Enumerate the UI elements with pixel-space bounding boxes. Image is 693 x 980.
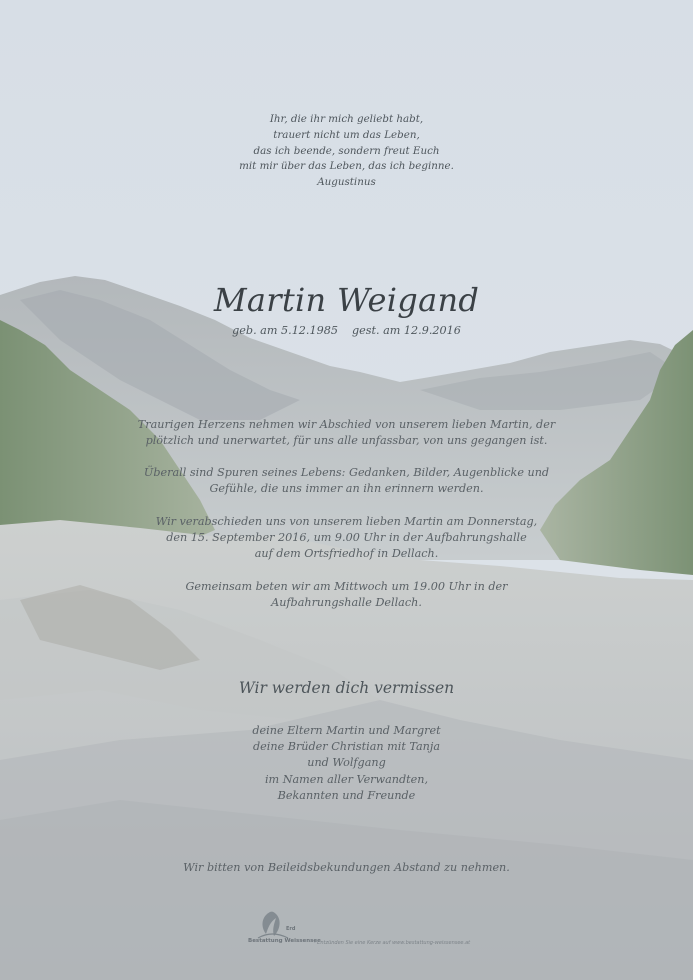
miss-heading: Wir werden dich vermissen bbox=[238, 679, 455, 697]
paragraph-line: Aufbahrungshalle Dellach. bbox=[271, 596, 422, 610]
family-line: deine Eltern Martin und Margret bbox=[252, 724, 441, 737]
paragraph-line: Gefühle, die uns immer an ihn erinnern werden. bbox=[209, 482, 484, 496]
quote-line: trauert nicht um das Leben, bbox=[273, 128, 420, 141]
life-dates bbox=[0, 323, 693, 339]
quote-line: mit mir über das Leben, das ich beginne. bbox=[239, 160, 454, 173]
prayer-paragraph bbox=[0, 579, 693, 611]
funeral-paragraph bbox=[0, 514, 693, 563]
paragraph-line: Wir verabschieden uns von unserem lieben Martin am Donnerstag, bbox=[155, 515, 538, 528]
memories-paragraph bbox=[0, 465, 693, 497]
funeral-home-name: Bestattung Weissensee bbox=[248, 938, 321, 944]
paragraph-line: Überall sind Spuren seines Lebens: Gedanken, Bilder, Augenblicke und bbox=[143, 466, 550, 479]
paragraph-line: auf dem Ortsfriedhof in Dellach. bbox=[254, 547, 439, 561]
footer-erd-text: Erd bbox=[286, 926, 296, 932]
funeral-home-logo-icon bbox=[252, 908, 292, 942]
quote-block bbox=[0, 112, 693, 191]
condolence-request: Wir bitten von Beileidsbekundungen Abstand zu nehmen. bbox=[183, 861, 510, 874]
funeral-home-footer bbox=[248, 908, 548, 948]
paragraph-line: Traurigen Herzens nehmen wir Abschied von unserem lieben Martin, der bbox=[137, 418, 556, 431]
farewell-paragraph bbox=[0, 417, 693, 449]
paragraph-line: Gemeinsam beten wir am Mittwoch um 19.00 Uhr in der bbox=[185, 580, 508, 593]
family-line: im Namen aller Verwandten, bbox=[264, 772, 429, 786]
quote-line: das ich beende, sondern freut Euch bbox=[253, 144, 440, 157]
family-signature bbox=[0, 723, 693, 804]
birth-date: geb. am 5.12.1985 bbox=[232, 324, 338, 337]
deceased-name: Martin Weigand bbox=[213, 281, 480, 319]
family-line: und Wolfgang bbox=[307, 756, 386, 770]
family-line: Bekannten und Freunde bbox=[277, 788, 416, 802]
quote-author: Augustinus bbox=[317, 176, 376, 189]
candle-note: · Entzünden Sie eine Kerze auf www.bestattung-weissensee.at bbox=[314, 940, 471, 946]
death-date: gest. am 12.9.2016 bbox=[351, 324, 461, 337]
paragraph-line: plötzlich und unerwartet, für uns alle unfassbar, von uns gegangen ist. bbox=[145, 434, 548, 448]
quote-line: Ihr, die ihr mich geliebt habt, bbox=[269, 113, 424, 125]
paragraph-line: den 15. September 2016, um 9.00 Uhr in der Aufbahrungshalle bbox=[166, 531, 527, 545]
family-line: deine Brüder Christian mit Tanja bbox=[253, 740, 440, 754]
